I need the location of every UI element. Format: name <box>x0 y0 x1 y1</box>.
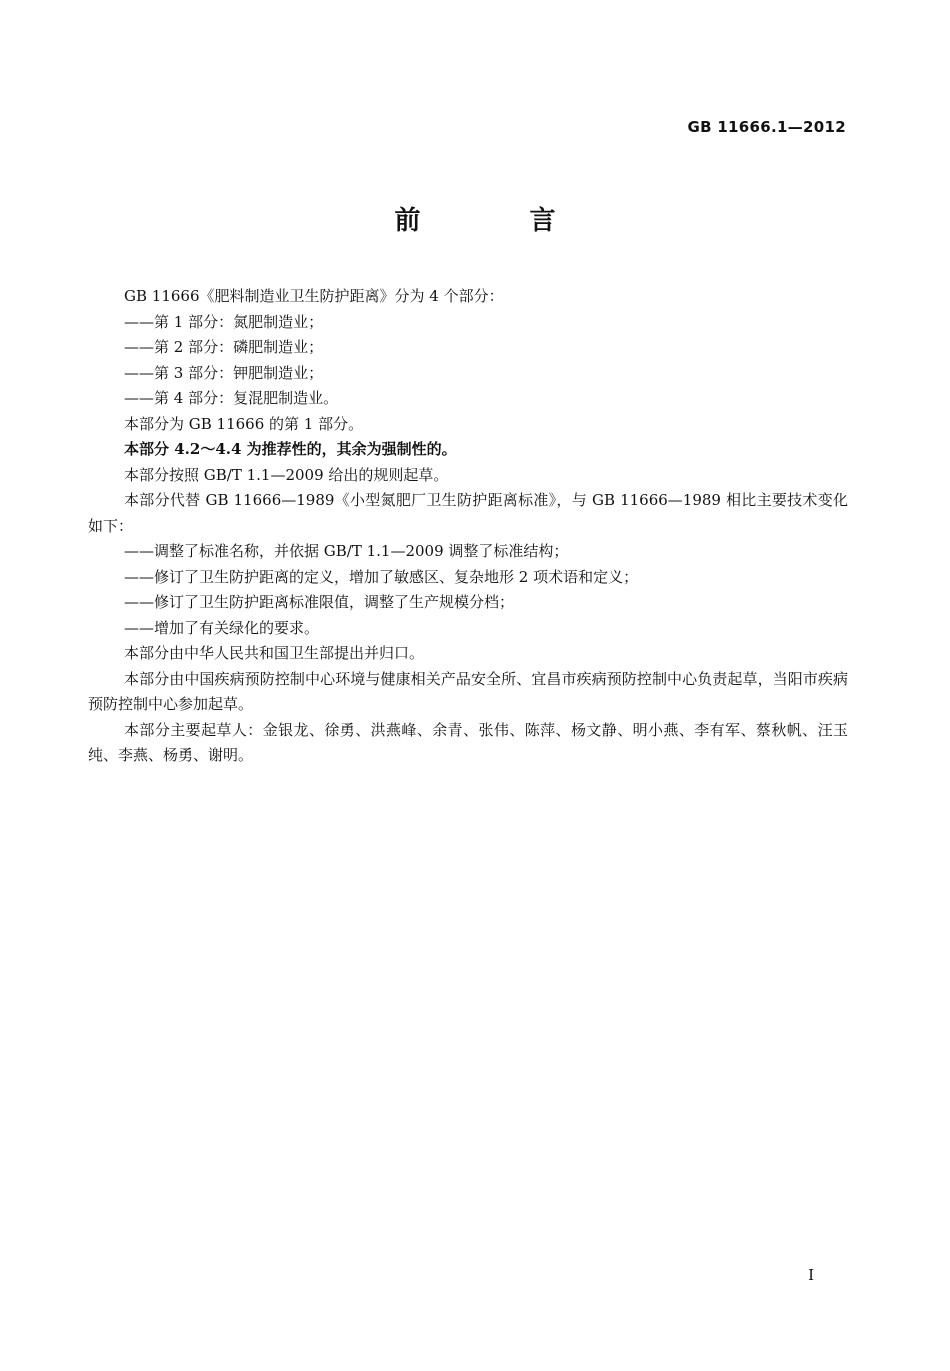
paragraph-drafting-units: 本部分由中国疾病预防控制中心环境与健康相关产品安全所、宜昌市疾病预防控制中心负责起草，当阳市疾病预防控制中心参加起草。 <box>88 669 848 713</box>
document-code: GB 11666.1—2012 <box>687 118 846 136</box>
list-item-part-1: ——第 1 部分：氮肥制造业； <box>124 312 324 331</box>
foreword-body <box>88 284 848 769</box>
list-item-part-3: ——第 3 部分：钾肥制造业； <box>124 363 324 382</box>
paragraph-part-number: 本部分为 GB 11666 的第 1 部分。 <box>124 414 364 433</box>
paragraph-proposer: 本部分由中华人民共和国卫生部提出并归口。 <box>124 644 425 662</box>
paragraph-drafting-rules: 本部分按照 GB/T 1.1—2009 给出的规则起草。 <box>124 465 449 484</box>
list-item-change-3: ——修订了卫生防护距离标准限值，调整了生产规模分档； <box>124 593 515 611</box>
page-title: 前 言 <box>394 206 606 236</box>
list-item-change-1: ——调整了标准名称，并依据 GB/T 1.1—2009 调整了标准结构； <box>124 542 569 560</box>
list-item-part-4: ——第 4 部分：复混肥制造业。 <box>124 389 339 407</box>
page-number: I <box>808 1266 814 1284</box>
paragraph-replacement: 本部分代替 GB 11666—1989《小型氮肥厂卫生防护距离标准》，与 GB 11666—1989 相比主要技术变化如下： <box>88 491 848 535</box>
list-item-part-2: ——第 2 部分：磷肥制造业； <box>124 338 324 356</box>
paragraph-drafters: 本部分主要起草人：金银龙、徐勇、洪燕峰、余青、张伟、陈萍、杨文静、明小燕、李有军、蔡秋帆、汪玉纯、李燕、杨勇、谢明。 <box>88 720 848 764</box>
list-item-change-2: ——修订了卫生防护距离的定义，增加了敏感区、复杂地形 2 项术语和定义； <box>124 567 639 586</box>
paragraph-parts-intro: GB 11666《肥料制造业卫生防护距离》分为 4 个部分： <box>124 287 504 305</box>
list-item-change-4: ——增加了有关绿化的要求。 <box>124 618 320 637</box>
paragraph-recommended-clauses: 本部分 4.2～4.4 为推荐性的，其余为强制性的。 <box>124 440 457 458</box>
